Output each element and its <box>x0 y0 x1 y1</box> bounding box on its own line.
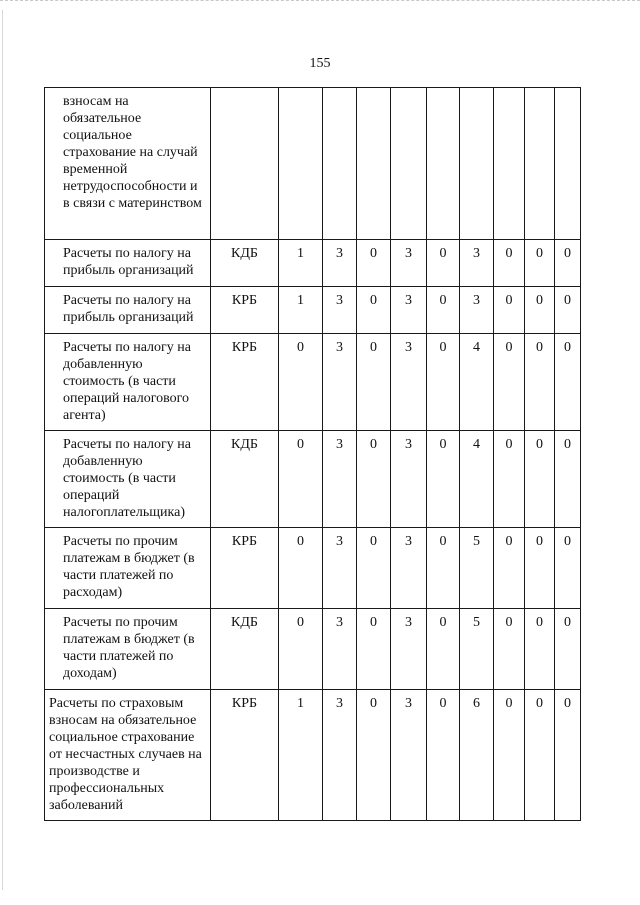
account-code-digit: 0 <box>279 528 323 609</box>
account-code-digit: 3 <box>391 609 427 690</box>
account-code-digit: 4 <box>460 431 494 528</box>
account-code-digit: 0 <box>357 240 391 287</box>
table-row <box>45 88 581 240</box>
account-code-digit: 1 <box>279 240 323 287</box>
scan-edge-left <box>2 10 3 890</box>
account-code-digit: 0 <box>525 609 555 690</box>
account-code-digit: 0 <box>555 240 581 287</box>
account-code-digit: 5 <box>460 609 494 690</box>
account-code-digit: 6 <box>460 690 494 821</box>
budget-classification-type <box>211 88 279 240</box>
account-code-digit: 3 <box>391 528 427 609</box>
account-code-digit: 0 <box>494 287 525 334</box>
account-code-digit: 0 <box>279 431 323 528</box>
account-code-digit: 0 <box>494 240 525 287</box>
account-description: Расчеты по налогу на прибыль организаций <box>45 287 211 334</box>
account-code-digit: 3 <box>391 690 427 821</box>
account-code-digit: 3 <box>323 287 357 334</box>
account-code-digit: 0 <box>427 334 460 431</box>
account-code-digit: 0 <box>494 528 525 609</box>
budget-classification-type: КДБ <box>211 431 279 528</box>
table-row <box>45 240 581 287</box>
account-code-digit: 0 <box>555 431 581 528</box>
scan-edge <box>0 0 640 15</box>
table-row <box>45 609 581 690</box>
account-code-digit: 3 <box>323 690 357 821</box>
account-description: взносам на обязательное социальное страхование на случай временной нетрудоспособности и в связи с материнством <box>45 88 211 240</box>
table-row <box>45 287 581 334</box>
table-body <box>45 88 581 821</box>
table-row <box>45 334 581 431</box>
account-code-digit: 1 <box>279 690 323 821</box>
account-code-digit: 0 <box>555 528 581 609</box>
account-code-digit: 0 <box>525 334 555 431</box>
budget-classification-type: КРБ <box>211 334 279 431</box>
table-row <box>45 431 581 528</box>
account-code-digit: 0 <box>357 609 391 690</box>
account-code-digit <box>555 88 581 240</box>
budget-classification-type: КРБ <box>211 528 279 609</box>
account-code-digit: 0 <box>494 334 525 431</box>
account-description: Расчеты по страховым взносам на обязательное социальное страхование от несчастных случаев на производстве и профессиональных заболеваний <box>45 690 211 821</box>
account-code-digit: 0 <box>427 240 460 287</box>
account-code-digit: 3 <box>323 334 357 431</box>
account-code-digit: 0 <box>427 431 460 528</box>
account-code-digit: 0 <box>357 528 391 609</box>
account-code-digit: 0 <box>279 609 323 690</box>
account-code-digit: 0 <box>357 690 391 821</box>
account-code-digit: 0 <box>525 240 555 287</box>
account-code-digit: 0 <box>494 609 525 690</box>
account-code-digit <box>279 88 323 240</box>
account-code-digit <box>391 88 427 240</box>
account-code-digit: 0 <box>525 431 555 528</box>
account-code-digit: 0 <box>555 334 581 431</box>
account-code-digit: 0 <box>555 287 581 334</box>
account-description: Расчеты по налогу на добавленную стоимость (в части операций налогоплательщика) <box>45 431 211 528</box>
account-code-digit: 0 <box>555 609 581 690</box>
budget-classification-type: КДБ <box>211 240 279 287</box>
account-description: Расчеты по прочим платежам в бюджет (в части платежей по доходам) <box>45 609 211 690</box>
account-code-digit: 1 <box>279 287 323 334</box>
account-code-digit <box>494 88 525 240</box>
account-code-digit: 3 <box>391 240 427 287</box>
account-description: Расчеты по прочим платежам в бюджет (в части платежей по расходам) <box>45 528 211 609</box>
account-code-digit <box>357 88 391 240</box>
account-code-digit: 3 <box>323 528 357 609</box>
budget-classification-type: КРБ <box>211 287 279 334</box>
account-code-digit: 0 <box>494 431 525 528</box>
account-code-digit: 3 <box>460 240 494 287</box>
account-code-digit: 3 <box>323 431 357 528</box>
account-code-digit <box>427 88 460 240</box>
account-code-digit <box>460 88 494 240</box>
account-code-digit: 0 <box>279 334 323 431</box>
account-description: Расчеты по налогу на прибыль организаций <box>45 240 211 287</box>
account-code-digit: 3 <box>323 240 357 287</box>
account-code-digit: 0 <box>555 690 581 821</box>
account-code-digit: 0 <box>494 690 525 821</box>
account-code-digit: 5 <box>460 528 494 609</box>
account-code-digit: 0 <box>427 528 460 609</box>
account-code-digit: 0 <box>357 334 391 431</box>
account-code-digit: 3 <box>391 334 427 431</box>
accounts-table <box>44 87 581 821</box>
account-description: Расчеты по налогу на добавленную стоимость (в части операций налогового агента) <box>45 334 211 431</box>
account-code-digit: 0 <box>525 690 555 821</box>
account-code-digit <box>525 88 555 240</box>
account-code-digit: 3 <box>460 287 494 334</box>
table-row <box>45 690 581 821</box>
budget-classification-type: КРБ <box>211 690 279 821</box>
account-code-digit: 0 <box>427 287 460 334</box>
table-row <box>45 528 581 609</box>
account-code-digit <box>323 88 357 240</box>
account-code-digit: 0 <box>525 528 555 609</box>
account-code-digit: 3 <box>391 431 427 528</box>
account-code-digit: 0 <box>427 690 460 821</box>
account-code-digit: 3 <box>323 609 357 690</box>
account-code-digit: 4 <box>460 334 494 431</box>
account-code-digit: 3 <box>391 287 427 334</box>
account-code-digit: 0 <box>525 287 555 334</box>
account-code-digit: 0 <box>357 431 391 528</box>
budget-classification-type: КДБ <box>211 609 279 690</box>
account-code-digit: 0 <box>427 609 460 690</box>
account-code-digit: 0 <box>357 287 391 334</box>
page-number: 155 <box>309 56 331 71</box>
